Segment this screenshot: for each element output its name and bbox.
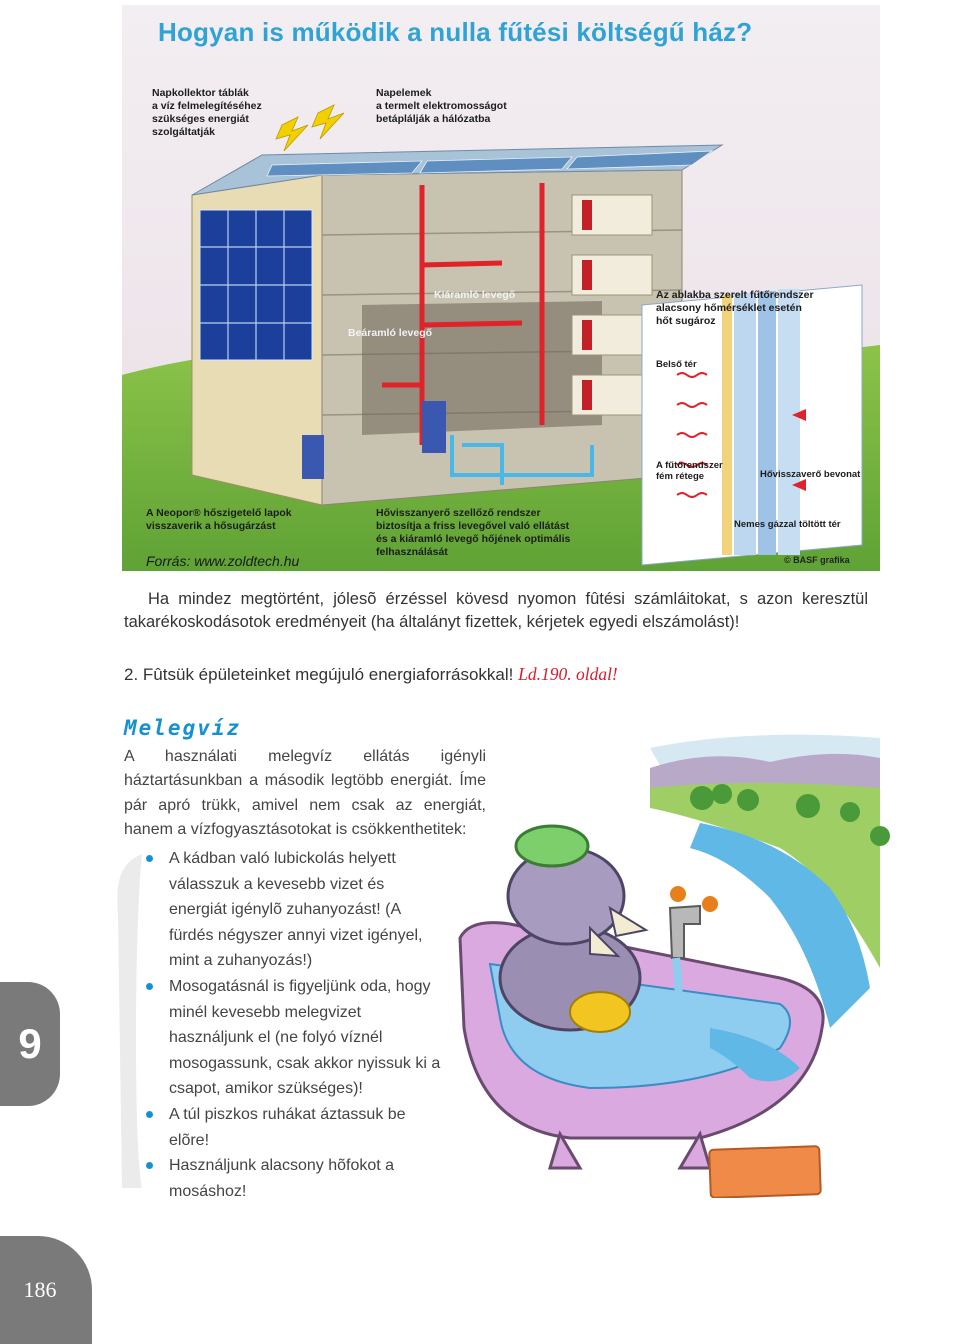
- solar-collector-panels: [200, 210, 312, 360]
- list-item: A kádban való lubickolás helyett válasszuk a kevesebb vizet és energiát igénylõ zuhanyozást! (A fürdés négyszer annyi vizet igényel, mint a zuhanyozás!): [146, 846, 446, 974]
- section-reference: Ld.190. oldal!: [518, 664, 618, 684]
- section-heading: [124, 664, 618, 685]
- decorative-bracket: [112, 854, 146, 1188]
- inner-space-label: Belső tér: [656, 359, 697, 370]
- gas-label: Nemes gázzal töltött tér: [734, 519, 841, 530]
- coating-label: Hővisszaverő bevonat: [760, 469, 861, 480]
- chapter-number: 9: [18, 1020, 42, 1067]
- section-title: Fûtsük épületeinket megújuló energiaforrásokkal!: [142, 665, 514, 684]
- list-item: A túl piszkos ruhákat áztassuk be elõre!: [146, 1102, 446, 1153]
- house-diagram: [122, 5, 880, 571]
- copyright: © BASF grafika: [784, 555, 850, 565]
- rhino-bathtub-illustration: [450, 728, 890, 1198]
- section-number: 2.: [124, 665, 139, 684]
- ventilation-callout: Hővisszanyerő szellőző rendszer biztosítja a friss levegővel való ellátást és a kiáramló levegő hőjének optimális felhasználását: [376, 507, 571, 558]
- bullet-icon: [146, 1162, 153, 1169]
- bullet-icon: [146, 855, 153, 862]
- sub-heading: Melegvíz: [124, 716, 242, 740]
- panels-callout: Napelemek a termelt elektromosságot betáplálják a hálózatba: [376, 87, 507, 125]
- inflow-label: Beáramló levegő: [348, 327, 433, 339]
- window-callout: Az ablakba szerelt fűtőrendszer alacsony hőmérséklet esetén hőt sugároz: [656, 289, 814, 327]
- figure-source: Forrás: www.zoldtech.hu: [146, 553, 300, 569]
- heating-layer-callout: A fűtőrendszer fém rétege: [656, 460, 723, 482]
- list-item: Használjunk alacsony hõfokot a mosáshoz!: [146, 1153, 446, 1204]
- list-item: Mosogatásnál is figyeljünk oda, hogy minél kevesebb melegvizet használjunk el (ne folyó víznél mosogassunk, csak akkor nyissuk ki a csapot, amikor szükséges)!: [146, 974, 446, 1102]
- tips-list: [146, 846, 446, 1204]
- page-number: 186: [23, 1277, 57, 1302]
- figure-title: Hogyan is működik a nulla fűtési költségű ház?: [158, 17, 753, 47]
- bullet-icon: [146, 1111, 153, 1118]
- intro-paragraph: Ha mindez megtörtént, jólesõ érzéssel kövesd nyomon fûtési számláitokat, s azon keresztül takarékoskodásotok eredményeit (ha általányt fizettek, kérjetek egyedi elszámolást)!: [124, 590, 868, 631]
- hot-water-intro: A használati melegvíz ellátás igényli háztartásunkban a második legtöbb energiát. Íme pár apró trükk, amivel nem csak az energiát, hanem a vízfogyasztásotokat is csökkenthetitek:: [124, 748, 486, 838]
- chapter-tab: [0, 982, 60, 1106]
- bullet-icon: [146, 983, 153, 990]
- collector-callout: Napkollektor táblák a víz felmelegítéséhez szükséges energiát szolgáltatják: [152, 87, 262, 138]
- page-number-tab: [0, 1236, 92, 1344]
- outflow-label: Kiáramló levegő: [434, 289, 516, 301]
- neopor-callout: A Neopor® hőszigetelő lapok visszaverik a hősugárzást: [146, 507, 292, 532]
